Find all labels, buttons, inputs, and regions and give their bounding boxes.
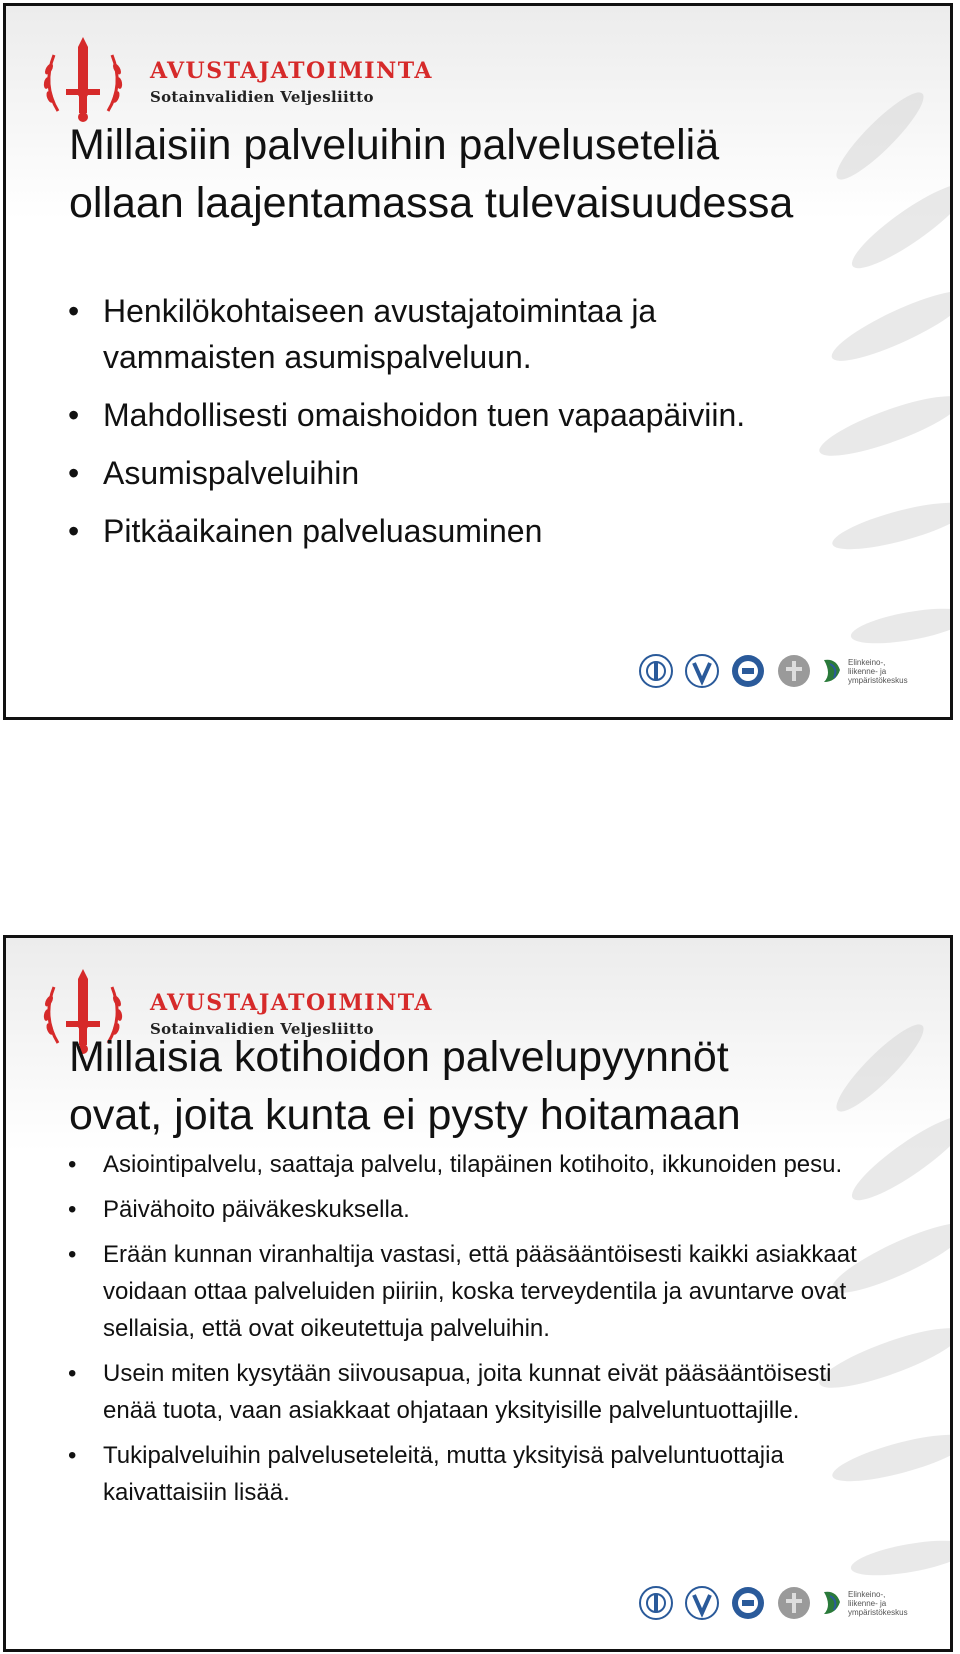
partner-logos [638,653,914,689]
bullet-item: • Mahdollisesti omaishoidon tuen vapaapäiviin. [68,392,808,438]
bullet-item: • Tukipalveluihin palveluseteleitä, mutta yksityisä palveluntuottajia kaivattaisiin lisää. [68,1437,868,1511]
cross-emblem-logo-icon [776,1585,812,1621]
cross-emblem-logo-icon [776,653,812,689]
logo-title: AVUSTAJATOIMINTA [150,990,433,1016]
ely-centre-label: Elinkeino-, liikenne- ja ympäristökeskus [848,657,908,685]
logo-title: AVUSTAJATOIMINTA [150,58,433,84]
badge-emblem-logo-icon [730,1585,766,1621]
bullet-item: • Päivähoito päiväkeskuksella. [68,1191,868,1228]
ely-centre-icon [822,656,844,686]
avustajatoiminta-logo [38,33,458,125]
ely-centre-label: Elinkeino-, liikenne- ja ympäristökeskus [848,1589,908,1617]
slide-1 [3,3,953,720]
ely-centre-logo [822,656,914,686]
badge-emblem-logo-icon [730,653,766,689]
bullet-item: • Usein miten kysytään siivousapua, joita kunnat eivät pääsääntöisesti enää tuota, vaan asiakkaat ohjataan yksityisille palveluntuottajille. [68,1355,868,1429]
slide-title [69,116,793,232]
bullet-item: • Erään kunnan viranhaltija vastasi, että pääsääntöisesti kaikki asiakkaat voidaan ottaa palveluiden piiriin, koska terveydentila ja avuntarve ovat sellaisia, että ovat oikeutettuja palveluihin. [68,1236,868,1347]
logo-subtitle: Sotainvalidien Veljesliitto [150,1020,374,1038]
v-emblem-logo-icon [684,653,720,689]
slide-2 [3,935,953,1652]
logo-subtitle: Sotainvalidien Veljesliitto [150,88,374,106]
title-line: Millaisia kotihoidon palvelupyynnöt [69,1033,729,1081]
v-emblem-logo-icon [684,1585,720,1621]
bullet-item: • Asiointipalvelu, saattaja palvelu, tilapäinen kotihoito, ikkunoiden pesu. [68,1146,868,1183]
circle-emblem-logo-icon [638,653,674,689]
title-line: ovat, joita kunta ei pysty hoitamaan [69,1091,741,1139]
circle-emblem-logo-icon [638,1585,674,1621]
bullet-list [68,288,808,566]
title-line: ollaan laajentamassa tulevaisuudessa [69,179,794,227]
slide-title [69,1028,741,1144]
bullet-item: • Asumispalveluihin [68,450,808,496]
ely-centre-icon [822,1588,844,1618]
bullet-item: • Pitkäaikainen palveluasuminen [68,508,808,554]
sword-laurel-emblem-icon [38,33,128,125]
partner-logos [638,1585,914,1621]
bullet-item: • Henkilökohtaiseen avustajatoimintaa ja vammaisten asumispalveluun. [68,288,808,380]
title-line: Millaisiin palveluihin palveluseteliä [69,121,720,169]
ely-centre-logo [822,1588,914,1618]
bullet-list [68,1146,868,1519]
